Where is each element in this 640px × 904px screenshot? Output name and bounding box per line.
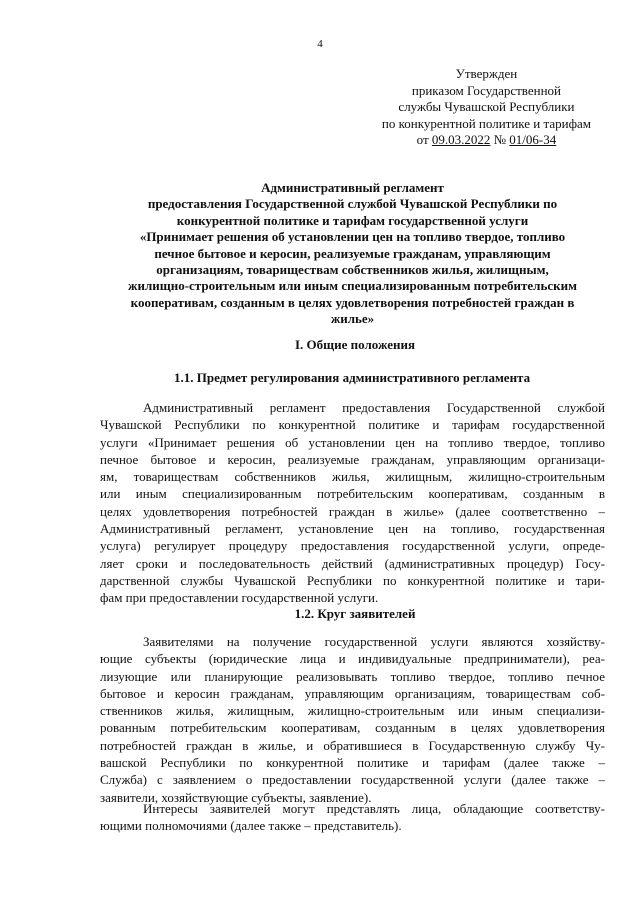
approval-date-line xyxy=(382,132,591,149)
paragraph-line: рованным потребительским кооперативам, созданным в целях удовлетворения xyxy=(100,720,605,736)
approval-number-sign: № xyxy=(493,132,507,147)
approval-line-2: приказом Государственной xyxy=(411,82,561,98)
subsection-heading-subject: 1.1. Предмет регулирования административного регламента xyxy=(174,370,531,385)
subsection-heading-applicants: 1.2. Круг заявителей xyxy=(294,606,416,621)
paragraph-line: фам при предоставлении государственной услуги. xyxy=(100,590,379,606)
title-line: жилищно-строительным или иным специализированным потребительским xyxy=(128,278,577,294)
approval-date: 09.03.2022 xyxy=(431,132,491,147)
paragraph-line: ющими полномочиями (далее также – представитель). xyxy=(100,818,402,834)
paragraph-line: потребностей граждан в жилье, и обратившиеся в Государственную службу Чу- xyxy=(100,737,605,753)
paragraph-line: Интересы заявителей могут представлять лица, обладающие соответству- xyxy=(143,801,605,816)
title-line: кооперативам, созданным в целях удовлетворения потребностей граждан в xyxy=(130,294,575,310)
paragraph-line: услуга) регулирует процедуру предоставления государственной услуги, опреде- xyxy=(100,538,605,554)
paragraph-line: ственников жилья, жилищным, жилищно-строительным или иным специализи- xyxy=(100,703,605,719)
paragraph-line: ляет сроки и последовательность действий (административных процедур) Госу- xyxy=(100,555,605,571)
section-heading-general: I. Общие положения xyxy=(295,337,415,352)
approval-number: 01/06-34 xyxy=(509,132,557,147)
title-line: конкурентной политике и тарифам государственной услуги xyxy=(176,212,529,228)
approval-line-1: Утвержден xyxy=(455,66,518,81)
paragraph-line: Служба) с заявлением о предоставлении государственной услуги (далее также – xyxy=(100,772,605,788)
page-number: 4 xyxy=(317,38,323,50)
approval-stamp-block xyxy=(382,66,591,149)
paragraph-line: Чувашской Республики по конкурентной политике и тарифам государственной xyxy=(100,417,605,433)
paragraph-applicants xyxy=(100,633,605,806)
paragraph-subject xyxy=(100,399,605,607)
paragraph-line: заявители, хозяйствующие субъекты, заявление). xyxy=(100,789,372,805)
paragraph-representatives xyxy=(100,800,605,835)
paragraph-line: ющие субъекты (юридические лица и индивидуальные предприниматели), реа- xyxy=(100,651,605,667)
paragraph-line: целях удовлетворения потребностей граждан в жилье» (далее соответственно – xyxy=(100,503,605,519)
approval-line-4: по конкурентной политике и тарифам xyxy=(381,115,591,131)
title-line: печное бытовое и керосин, реализуемые гражданам, управляющим xyxy=(154,245,551,261)
paragraph-line: или иным специализированным потребительским кооперативам, созданным в xyxy=(100,486,605,502)
title-line: предоставления Государственной службой Чувашской Республики по xyxy=(147,196,558,212)
paragraph-line: печное бытовое и керосин, реализуемые гражданам, управляющим организаци- xyxy=(100,451,605,467)
paragraph-line: услуги «Принимает решения об установлении цен на топливо твердое, топливо xyxy=(100,434,605,450)
paragraph-line: лизующие или планирующие реализовывать топливо твердое, топливо печное xyxy=(100,668,605,684)
document-title xyxy=(100,180,605,328)
title-line: Административный регламент xyxy=(261,180,444,195)
approval-date-prefix: от xyxy=(416,132,429,147)
paragraph-line: дарственной службы Чувашской Республики по конкурентной политике и тари- xyxy=(100,572,605,588)
paragraph-line: бытовое и керосин гражданам, управляющим организациям, товариществам соб- xyxy=(100,685,605,701)
approval-line-3: службы Чувашской Республики xyxy=(398,99,575,114)
paragraph-line: Заявителями на получение государственной услуги являются хозяйству- xyxy=(143,634,605,649)
paragraph-line: Административный регламент предоставления Государственной службой xyxy=(143,400,605,415)
paragraph-line: вашской Республики по конкурентной политике и тарифам (далее также – xyxy=(100,755,605,771)
title-line: жилье» xyxy=(330,311,375,327)
paragraph-line: Административный регламент, установление цен на топливо, государственная xyxy=(100,521,605,537)
paragraph-line: ям, товариществам собственников жилья, жилищным, жилищно-строительным xyxy=(100,469,605,485)
title-line: «Принимает решения об установлении цен на топливо твердое, топливо xyxy=(139,229,566,245)
title-line: организациям, товариществам собственников жилья, жилищным, xyxy=(156,262,549,278)
